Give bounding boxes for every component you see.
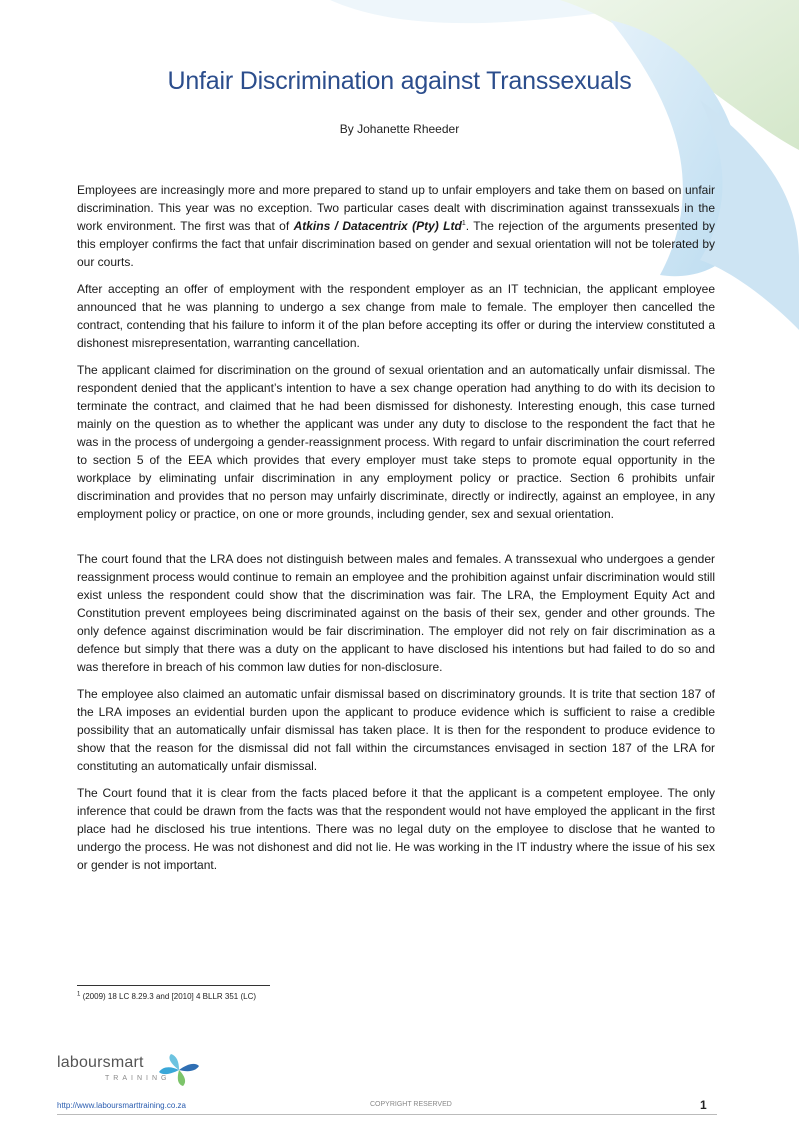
- paragraph-court-finding: The court found that the LRA does not distinguish between males and females. A transsexual who undergoes a gender reassignment process would continue to remain an employee and the prohibition against unfair discrimination would still exist unless the respondent could show that the discrimination was fair. The LRA, the Employment Equity Act and Constitution prevent employees being discriminated against on the basis of their sex, gender and other grounds. The only defence against discrimination would be fair discrimination. The employer did not rely on fair discrimination as a defence but simply that there was a duty on the applicant to have disclosed his intentions but had failed to do so and was therefore in breach of his common law duties for non-disclosure.: [77, 552, 715, 674]
- website-link[interactable]: http://www.laboursmarttraining.co.za: [57, 1101, 186, 1110]
- paragraph-intro: [77, 181, 715, 271]
- document-title: Unfair Discrimination against Transsexuals: [167, 67, 632, 95]
- logo-wordmark: laboursmart: [57, 1054, 144, 1071]
- footnote-reference[interactable]: 1: [461, 220, 466, 227]
- paragraph-intro-text-start: Employees are increasingly more and more prepared to stand up to unfair employers and take them on based on unfair discrimination. This year was no exception. Two particular cases dealt with discrimination against transsexuals in the work environment. The first was that of: [77, 183, 715, 233]
- paragraph-claim: The applicant claimed for discrimination on the ground of sexual orientation and an automatically unfair dismissal. The respondent denied that the applicant’s intention to have a sex change operation had anything to do with its decision to terminate the contract, and claimed that he had been dismissed for dishonesty. Interesting enough, this case turned mainly on the question as to whether the applicant was under any duty to disclose to the respondent the fact that he was in the process of undergoing a gender-reassignment process. With regard to unfair discrimination the court referred to section 5 of the EEA which provides that every employer must take steps to promote equal opportunity in the workplace by eliminating unfair discrimination in any employment policy or practice. Section 6 prohibits unfair discrimination and provides that no person may unfairly discriminate, directly or indirectly, against an employee, in any employment policy or practice, on one or more grounds, including gender, sex and sexual orientation.: [77, 363, 715, 521]
- laboursmart-logo: [57, 1052, 207, 1088]
- pinwheel-logo-icon: [157, 1052, 201, 1088]
- page-number: 1: [700, 1098, 707, 1112]
- footer-divider: [57, 1114, 717, 1115]
- paragraph-intro-text-end: . The rejection of the arguments presented by this employer confirms the fact that unfair discrimination based on gender and sexual orientation will not be tolerated by our courts.: [77, 219, 716, 269]
- author-byline: By Johanette Rheeder: [339, 122, 460, 136]
- paragraph-conclusion: The Court found that it is clear from the facts placed before it that the applicant is a competent employee. The only inference that could be drawn from the facts was that the respondent would not have employed the applicant in the first place had he disclosed his true intentions. There was no legal duty on the employee to disclose that he wanted to undergo the process. He was not dishonest and did not lie. He was working in the IT industry where the issue of his sex or gender is not important.: [77, 786, 715, 872]
- footnote: [77, 992, 256, 1001]
- copyright-notice: COPYRIGHT RESERVED: [370, 1101, 452, 1108]
- logo-subtitle: TRAINING: [105, 1075, 171, 1082]
- footnote-number: 1: [77, 991, 81, 998]
- footnote-divider: [77, 985, 270, 986]
- case-name: Atkins / Datacentrix (Pty) Ltd: [293, 219, 462, 233]
- paragraph-facts: After accepting an offer of employment with the respondent employer as an IT technician, the applicant employee announced that he was planning to undergo a sex change from male to female. The employer then cancelled the contract, contending that his failure to inform it of the plan before accepting its offer or during the interview constituted a dishonest misrepresentation, warranting cancellation.: [77, 282, 715, 350]
- article-body: [77, 181, 715, 883]
- paragraph-automatic-dismissal: The employee also claimed an automatic unfair dismissal based on discriminatory grounds. It is trite that section 187 of the LRA imposes an evidential burden upon the applicant to produce evidence which is sufficient to raise a credible possibility that an automatically unfair dismissal has taken place. It is then for the respondent to produce evidence to show that the reason for the dismissal did not fall within the circumstances envisaged in section 187 of the LRA for constituting an automatically unfair dismissal.: [77, 687, 715, 773]
- footnote-text: (2009) 18 LC 8.29.3 and [2010] 4 BLLR 351 (LC): [80, 992, 257, 1001]
